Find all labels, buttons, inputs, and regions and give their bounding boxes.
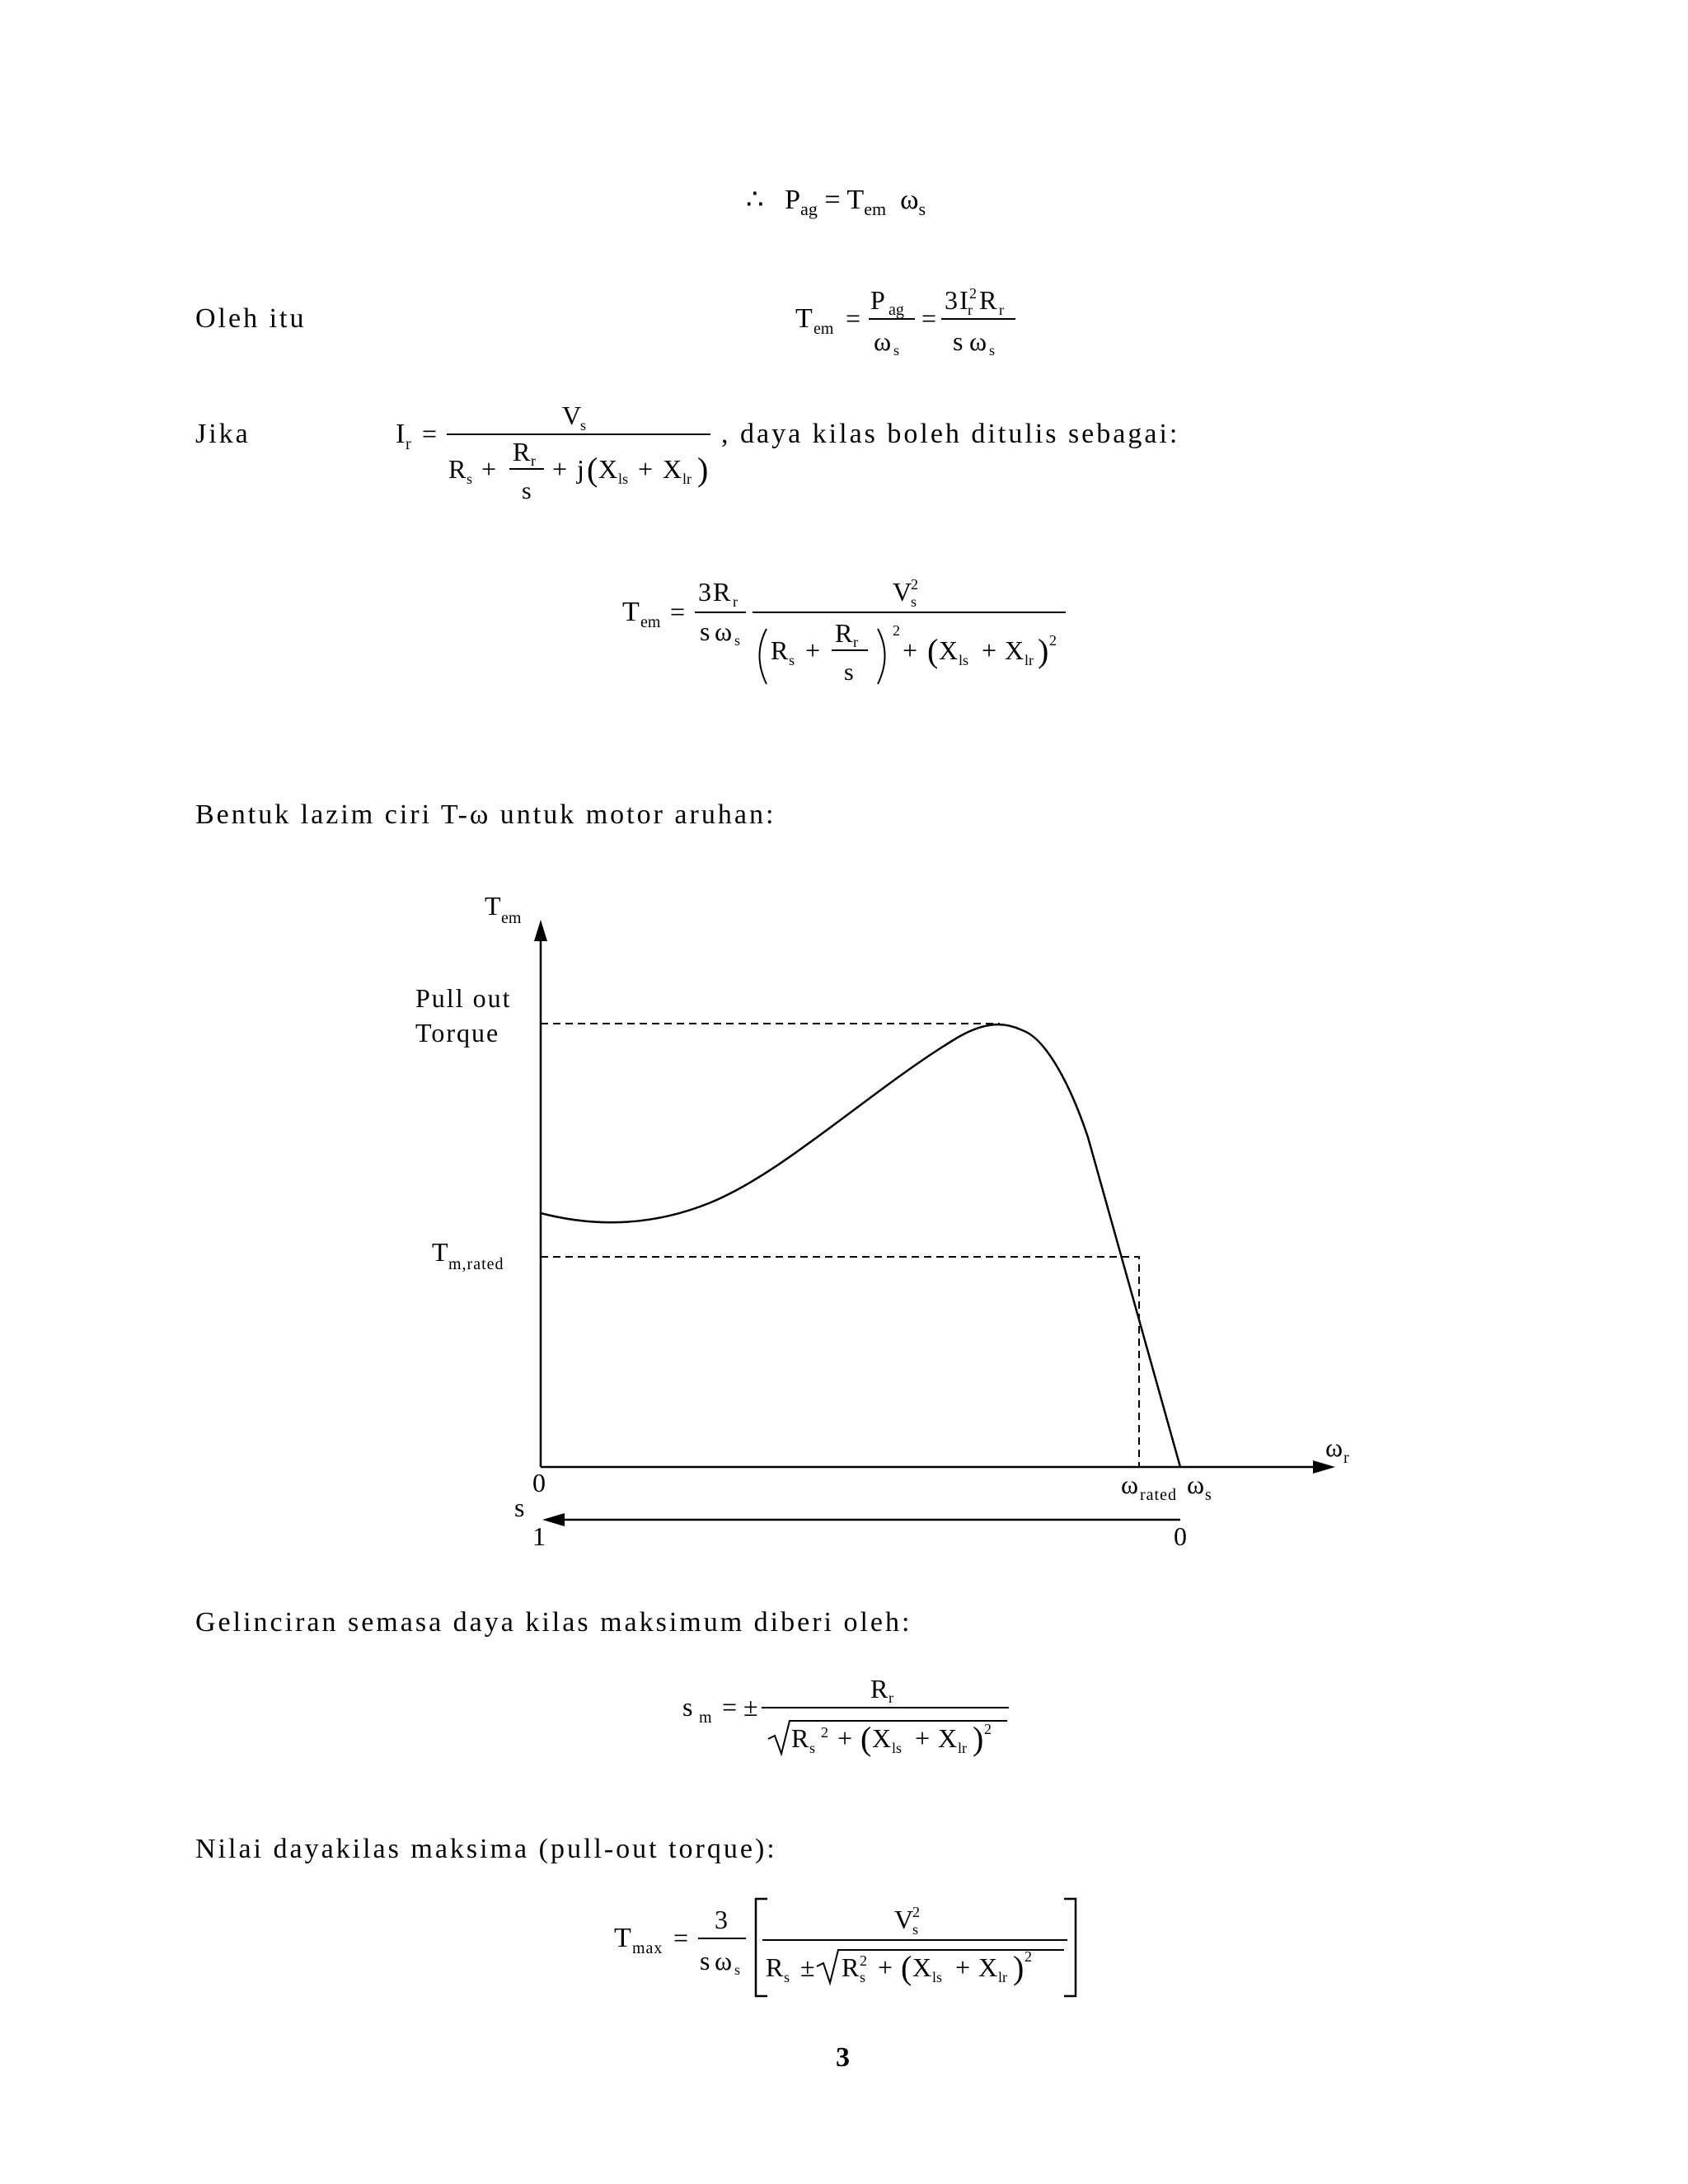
svg-text:2: 2 — [1049, 632, 1057, 649]
label-oleh-itu: Oleh itu — [195, 303, 307, 334]
heading-pullout-torque-value: Nilai dayakilas maksima (pull-out torque): — [195, 1834, 777, 1864]
svg-text:r: r — [968, 302, 973, 318]
svg-text:s: s — [860, 1969, 866, 1985]
svg-text:V: V — [894, 1905, 914, 1934]
svg-text:R: R — [771, 635, 789, 665]
origin-label: 0 — [532, 1468, 546, 1497]
svg-text:lr: lr — [682, 471, 692, 487]
svg-text:s: s — [580, 417, 587, 434]
svg-text:+: + — [638, 454, 654, 484]
svg-text:lr: lr — [1025, 652, 1034, 668]
svg-text:(: ( — [901, 1949, 912, 1986]
svg-text:=: = — [673, 1923, 689, 1952]
svg-text:ag: ag — [889, 301, 904, 319]
svg-text:R: R — [448, 454, 467, 484]
svg-text:ls: ls — [618, 471, 629, 487]
x-axis — [541, 1460, 1335, 1474]
svg-text:R: R — [513, 437, 531, 466]
svg-text:(: ( — [927, 632, 939, 669]
svg-text:T: T — [622, 597, 640, 627]
svg-text:ω: ω — [715, 616, 733, 646]
svg-text:2: 2 — [912, 1904, 920, 1920]
svg-text:em: em — [640, 613, 661, 631]
svg-text:X: X — [1005, 635, 1025, 665]
omega-rated-label: ω — [1121, 1469, 1139, 1499]
page-number: 3 — [836, 2042, 850, 2073]
slip-start-label: 1 — [532, 1521, 546, 1549]
svg-text:j: j — [577, 454, 584, 484]
x-axis-label-subscript: r — [1343, 1449, 1349, 1467]
svg-text:): ) — [973, 1720, 984, 1757]
omega-rated-label-subscript: rated — [1140, 1486, 1177, 1504]
svg-text:R: R — [713, 577, 731, 607]
svg-text:X: X — [912, 1952, 932, 1982]
svg-text:=: = — [722, 1692, 738, 1722]
svg-text:R: R — [791, 1723, 809, 1753]
y-axis — [534, 920, 547, 1467]
equation-torque-full — [614, 565, 1076, 705]
svg-text:): ) — [697, 451, 709, 488]
svg-text:r: r — [531, 452, 536, 469]
svg-text:V: V — [893, 577, 912, 607]
svg-text:s: s — [784, 1969, 790, 1985]
omega-s-label-subscript: s — [1205, 1486, 1212, 1504]
svg-text:ω: ω — [715, 1946, 733, 1975]
svg-text:±: ± — [743, 1692, 758, 1722]
svg-text:s: s — [789, 652, 795, 668]
slip-axis-label: s — [514, 1493, 525, 1522]
svg-text:+: + — [805, 635, 821, 665]
svg-text:s: s — [700, 616, 710, 646]
svg-text:r: r — [733, 593, 738, 610]
torque-speed-curve — [541, 1024, 1180, 1467]
svg-text:lr: lr — [998, 1969, 1007, 1985]
slip-end-label: 0 — [1174, 1521, 1187, 1549]
heading-slip-max-torque: Gelinciran semasa daya kilas maksimum diberi oleh: — [195, 1607, 912, 1638]
svg-text:=: = — [670, 597, 686, 626]
equation-power-airgap: ∴ $P_{ag} = T_{em}$ $\omega_s$ — [746, 185, 926, 219]
svg-text:I: I — [396, 419, 406, 449]
svg-text:r: r — [406, 435, 411, 453]
svg-text:2: 2 — [911, 576, 918, 593]
svg-text:+: + — [481, 454, 497, 484]
equation-slip-max — [676, 1665, 1022, 1764]
svg-text:V: V — [562, 401, 582, 430]
svg-text:m: m — [699, 1708, 712, 1727]
svg-text:s: s — [989, 342, 996, 359]
svg-text:s: s — [844, 658, 854, 686]
svg-text:s: s — [522, 477, 532, 504]
x-axis-label: ω — [1325, 1432, 1343, 1462]
svg-text:): ) — [1038, 632, 1049, 669]
svg-text:ls: ls — [892, 1740, 903, 1756]
svg-text:X: X — [978, 1952, 998, 1982]
svg-text:): ) — [1013, 1949, 1025, 1986]
svg-text:±: ± — [800, 1952, 815, 1982]
omega-s-label: ω — [1187, 1469, 1205, 1499]
svg-text:+: + — [903, 635, 918, 665]
svg-text:s: s — [911, 593, 917, 610]
svg-text:s: s — [809, 1740, 816, 1756]
svg-text:P: P — [870, 285, 885, 315]
svg-text:R: R — [766, 1952, 784, 1982]
svg-text:2: 2 — [860, 1952, 867, 1969]
svg-text:+: + — [878, 1952, 893, 1982]
svg-text:+: + — [955, 1952, 971, 1982]
equation-rotor-current — [387, 391, 734, 515]
svg-text:2: 2 — [1025, 1948, 1032, 1965]
svg-text:X: X — [938, 1723, 958, 1753]
svg-text:lr: lr — [958, 1740, 967, 1756]
svg-text:=: = — [846, 303, 861, 333]
svg-text:ω: ω — [874, 326, 892, 356]
svg-text:R: R — [979, 285, 997, 315]
svg-text:X: X — [598, 454, 618, 484]
svg-text:s: s — [467, 471, 473, 487]
svg-text:s: s — [734, 1961, 741, 1978]
svg-text:+: + — [915, 1723, 931, 1753]
svg-text:ls: ls — [932, 1969, 943, 1985]
svg-text:X: X — [872, 1723, 892, 1753]
svg-text:r: r — [889, 1690, 893, 1706]
svg-text:s: s — [912, 1921, 919, 1938]
torque-speed-chart — [396, 890, 1368, 1549]
label-jika: Jika — [195, 419, 251, 449]
heading-torque-speed: Bentuk lazim ciri T-ω untuk motor aruhan: — [195, 799, 776, 830]
svg-text:3: 3 — [945, 285, 958, 315]
svg-text:s: s — [953, 326, 964, 356]
svg-text:X: X — [663, 454, 682, 484]
svg-text:s: s — [893, 342, 900, 359]
equation-torque-definition — [791, 280, 1039, 363]
svg-text:(: ( — [860, 1720, 872, 1757]
svg-text:2: 2 — [893, 622, 900, 639]
svg-text:2: 2 — [821, 1724, 828, 1741]
svg-text:3: 3 — [715, 1905, 728, 1934]
svg-text:=: = — [921, 303, 937, 333]
svg-text:s: s — [682, 1692, 693, 1722]
svg-text:max: max — [632, 1939, 663, 1957]
jika-continuation-text: , daya kilas boleh ditulis sebagai: — [721, 419, 1180, 449]
svg-text:T: T — [795, 303, 813, 334]
svg-text:X: X — [939, 635, 959, 665]
svg-text:3: 3 — [698, 577, 711, 607]
svg-text:T: T — [614, 1923, 631, 1953]
slip-axis-arrow — [542, 1513, 1180, 1526]
svg-text:I: I — [959, 285, 968, 315]
svg-text:+: + — [837, 1723, 853, 1753]
svg-text:R: R — [842, 1952, 860, 1982]
y-axis-label-subscript: em — [501, 909, 522, 927]
rated-torque-guideline — [541, 1257, 1139, 1467]
pullout-torque-label-line2: Torque — [415, 1018, 500, 1047]
svg-text:ω: ω — [969, 326, 987, 356]
svg-text:R: R — [835, 618, 853, 648]
svg-text:+: + — [552, 454, 568, 484]
svg-text:r: r — [853, 634, 858, 650]
svg-text:(: ( — [587, 451, 598, 488]
svg-text:2: 2 — [969, 285, 977, 302]
rated-torque-label-subscript: m,rated — [448, 1255, 504, 1273]
svg-text:R: R — [870, 1674, 889, 1704]
svg-text:2: 2 — [984, 1721, 992, 1737]
equation-max-torque — [606, 1887, 1100, 2011]
svg-text:s: s — [734, 632, 741, 649]
svg-text:r: r — [999, 302, 1004, 318]
svg-text:ls: ls — [959, 652, 969, 668]
svg-text:=: = — [422, 419, 438, 448]
pullout-torque-label-line1: Pull out — [415, 983, 512, 1013]
y-axis-label: T — [485, 891, 501, 921]
svg-text:em: em — [814, 320, 834, 338]
svg-text:+: + — [982, 635, 997, 665]
svg-text:s: s — [700, 1946, 710, 1975]
rated-torque-label: T — [432, 1237, 448, 1267]
